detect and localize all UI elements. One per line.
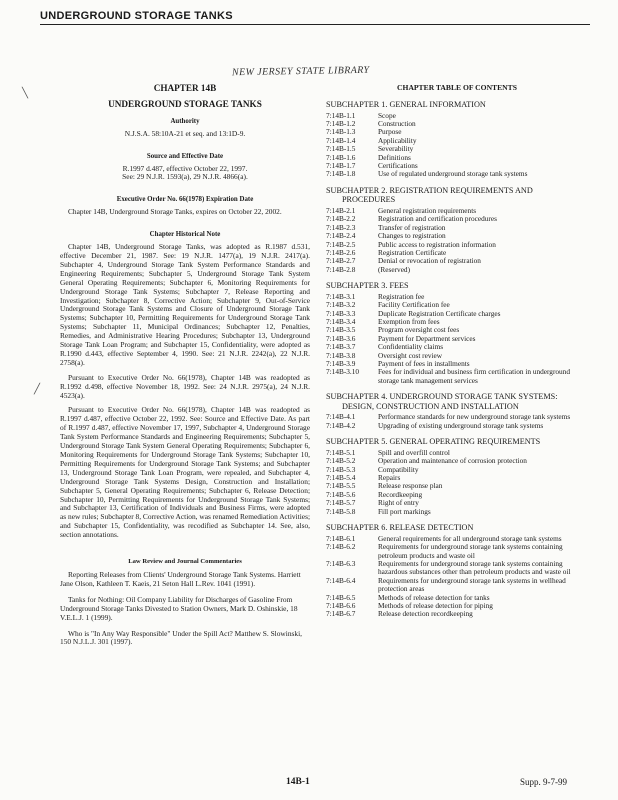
section-number: 7:14B-4.2 — [326, 420, 356, 430]
section-number: 7:14B-6.4 — [326, 575, 356, 585]
history-paragraph-3: Pursuant to Executive Order No. 66(1978), Chapter 14B was readopted as R.1997 d.487, effective October 22, 1992. See: Source and Effective Date. As part of R.1997 d.487, effective November 17, 1997, Subchapter 4, Underground Storage Tank System Performance Standards and Engineering Requirements; Subchapter 5, Underground Storage Tank System General Operating Requirements; Subchapter 6, Monitoring Requirements for Underground Storage Tank Systems; Subchapter 10, Permitting Requirements for Underground Storage Tank Systems; and Subchapter 13, Underground Storage Tank Loan Program, were repealed, and Subchapter 4, Underground Storage Tank Systems Design, Construction and Installation; Subchapter 5, General Operating Requirements; Subchapter 6, Release Detection; Subchapter 10, Permitting Requirements for Underground Storage Tank Systems; and Subchapter 13, Certification of Individuals and Business Firms, were adopted as new rules; Subchapter 8, Corrective Action, was renamed Remediation Activities; and Subchapter 15, Confidentiality, was recodified as Subchapter 14. See, also, section annotations. — [60, 405, 310, 540]
toc-entry — [326, 610, 588, 618]
margin-mark: ╲ — [22, 88, 29, 99]
section-title: Construction — [378, 118, 416, 128]
section-number: 7:14B-1.5 — [326, 144, 356, 154]
section-number: 7:14B-2.4 — [326, 231, 356, 241]
section-title: Payment for Department services — [378, 333, 476, 343]
eo-heading: Executive Order No. 66(1978) Expiration Date — [116, 196, 254, 204]
section-title: Denial or revocation of registration — [378, 256, 481, 266]
section-title: Registration and certification procedures — [378, 214, 497, 224]
library-stamp: NEW JERSEY STATE LIBRARY — [231, 64, 370, 79]
section-title: Applicability — [378, 135, 417, 145]
source-line-2: See: 29 N.J.R. 1593(a), 29 N.J.R. 4866(a). — [122, 172, 248, 182]
law-review-citation: Tanks for Nothing: Oil Company Liability for Discharges of Gasoline From Underground Storage Tanks Divested to Station Owners, Mark D. Oshinskie, 18 V.E.L.J. 1 (1999). — [60, 594, 298, 622]
section-number: 7:14B-3.10 — [326, 367, 360, 377]
section-number: 7:14B-3.6 — [326, 333, 356, 343]
toc-entry — [326, 560, 588, 577]
running-header: UNDERGROUND STORAGE TANKS — [40, 10, 590, 25]
section-title: Compatibility — [378, 464, 419, 474]
table-of-contents — [326, 84, 588, 619]
section-number: 7:14B-1.3 — [326, 127, 356, 137]
section-number: 7:14B-5.1 — [326, 447, 356, 457]
toc-entry — [326, 224, 588, 232]
section-number: 7:14B-3.2 — [326, 300, 356, 310]
section-title: Scope — [378, 110, 396, 120]
chapter-number: CHAPTER 14B — [153, 83, 217, 93]
section-title: Performance standards for new underground storage tank systems — [378, 412, 571, 422]
toc-entry — [326, 145, 588, 153]
section-title: Recordkeeping — [378, 489, 423, 499]
section-title: Confidentiality claims — [378, 342, 444, 352]
subchapter-heading: SUBCHAPTER 6. RELEASE DETECTION — [326, 523, 474, 533]
history-paragraph-2: Pursuant to Executive Order No. 66(1978), Chapter 14B was readopted as R.1992 d.498, effective November 18, 1992. See: 24 N.J.R. 2975(a), 24 N.J.R. 4523(a). — [60, 372, 310, 400]
section-number: 7:14B-2.2 — [326, 214, 356, 224]
page-number: 14B-1 — [286, 777, 310, 787]
section-title: Use of regulated underground storage tank systems — [378, 169, 528, 179]
toc-entry — [326, 128, 588, 136]
section-number: 7:14B-4.1 — [326, 412, 356, 422]
section-number: 7:14B-2.3 — [326, 222, 356, 232]
toc-body — [326, 100, 588, 619]
section-title: Certifications — [378, 160, 418, 170]
section-title: Spill and overfill control — [378, 447, 450, 457]
toc-entry — [326, 577, 588, 594]
section-title: Release response plan — [378, 481, 443, 491]
toc-entry — [326, 310, 588, 318]
section-number: 7:14B-6.2 — [326, 542, 356, 552]
toc-heading: CHAPTER TABLE OF CONTENTS — [397, 83, 517, 92]
toc-entry — [326, 112, 588, 120]
section-number: 7:14B-5.3 — [326, 464, 356, 474]
section-title: Program oversight cost fees — [378, 325, 460, 335]
section-number: 7:14B-3.1 — [326, 291, 356, 301]
section-title: Registration fee — [378, 291, 425, 301]
section-number: 7:14B-1.6 — [326, 152, 356, 162]
section-number: 7:14B-3.4 — [326, 317, 356, 326]
section-title: Release detection recordkeeping — [378, 609, 473, 619]
section-title: Methods of release detection for tanks — [378, 592, 490, 602]
section-title: Purpose — [378, 127, 402, 137]
section-number: 7:14B-6.1 — [326, 533, 356, 543]
section-title: Upgrading of existing underground storage tank systems — [378, 420, 544, 430]
supplement-date: Supp. 9-7-99 — [520, 777, 567, 787]
chapter-title: UNDERGROUND STORAGE TANKS — [108, 98, 262, 109]
section-number: 7:14B-5.8 — [326, 506, 356, 516]
section-number: 7:14B-2.8 — [326, 264, 356, 274]
section-number: 7:14B-6.6 — [326, 600, 356, 610]
section-title: Transfer of registration — [378, 222, 446, 232]
toc-entry — [326, 491, 588, 499]
toc-entry — [326, 466, 588, 474]
subchapter-heading: SUBCHAPTER 4. UNDERGROUND STORAGE TANK SYSTEMS: DESIGN, CONSTRUCTION AND INSTALLATION — [326, 392, 558, 411]
section-number: 7:14B-5.2 — [326, 456, 356, 466]
toc-entry — [326, 241, 588, 249]
toc-entry — [326, 170, 588, 178]
toc-entry — [326, 266, 588, 274]
section-title: Registration Certificate — [378, 247, 447, 257]
authority-heading: Authority — [170, 117, 200, 125]
toc-entry — [326, 422, 588, 430]
section-title: Public access to registration information — [378, 239, 496, 249]
section-number: 7:14B-5.7 — [326, 498, 356, 508]
section-number: 7:14B-6.5 — [326, 592, 356, 602]
section-number: 7:14B-5.4 — [326, 473, 356, 483]
left-column — [60, 84, 310, 654]
toc-entry — [326, 508, 588, 516]
history-paragraph-1: Chapter 14B, Underground Storage Tanks, was adopted as R.1987 d.531, effective December 21, 1987. See: 19 N.J.R. 1477(a), 19 N.J.R. 2417(a). Subchapter 4, Underground Storage Tank System Performance Standards and Engineering Requirements; Subchapter 5, Underground Storage Tank System General Operating Requirements; Subchapter 6, Monitoring Requirements for Underground Storage Tank Systems; Subchapter 7, Release Reporting and Investigation; Subchapter 8, Corrective Action; Subchapter 9, Out-of-Service Underground Storage Tank Systems and Closure of Underground Storage Tank Systems; Subchapter 10, Permitting Requirements for Underground Storage Tank Systems; Subchapter 11, Municipal Ordinances; Subchapter 12, Penalties, Remedies, and Administrative Hearing Procedures; Subchapter 13, Underground Storage Tank Loan Program; and Subchapter 15, Confidentiality, were adopted as R.1990 d.443, effective September 4, 1990. See: 21 N.J.R. 2242(a), 22 N.J.R. 2758(a). — [60, 242, 310, 367]
section-number: 7:14B-3.9 — [326, 359, 356, 369]
section-title: General requirements for all underground storage tank systems — [378, 533, 562, 543]
eo-text: Chapter 14B, Underground Storage Tanks, expires on October 22, 2002. — [68, 207, 282, 217]
law-review-heading: Law Review and Journal Commentaries — [128, 558, 242, 566]
margin-mark: ╱ — [34, 384, 41, 395]
section-number: 7:14B-1.7 — [326, 160, 356, 170]
section-number: 7:14B-3.7 — [326, 342, 356, 352]
section-title: Right of entry — [378, 498, 419, 508]
section-title: General registration requirements — [378, 205, 477, 215]
law-review-citation: Who is "In Any Way Responsible" Under the Spill Act? Matthew S. Slowinski, 150 N.J.L.J. 301 (1997). — [60, 628, 302, 647]
toc-entry — [326, 499, 588, 507]
section-number: 7:14B-1.1 — [326, 110, 356, 120]
source-line-1: R.1997 d.487, effective October 22, 1997. — [122, 163, 248, 173]
toc-entry — [326, 368, 588, 385]
section-number: 7:14B-3.5 — [326, 325, 356, 335]
section-number: 7:14B-2.1 — [326, 205, 356, 215]
subchapter-heading: SUBCHAPTER 3. FEES — [326, 281, 409, 291]
section-title: Severability — [378, 144, 414, 154]
section-title: Requirements for underground storage tank systems in wellhead protection areas — [378, 575, 566, 594]
section-title: Fill port markings — [378, 506, 431, 516]
section-title: Requirements for underground storage tank systems containing petroleum products and waste oil — [378, 542, 563, 560]
section-title: Facility Certification fee — [378, 300, 450, 310]
toc-entry — [326, 543, 588, 560]
section-title: Oversight cost review — [378, 350, 443, 360]
section-title: (Reserved) — [378, 264, 411, 274]
toc-entry — [326, 293, 588, 301]
section-number: 7:14B-3.3 — [326, 308, 356, 318]
subchapter-heading: SUBCHAPTER 2. REGISTRATION REQUIREMENTS AND PROCEDURES — [326, 185, 533, 205]
section-number: 7:14B-2.7 — [326, 256, 356, 266]
section-number: 7:14B-1.4 — [326, 135, 356, 145]
section-title: Changes to registration — [378, 231, 446, 241]
section-number: 7:14B-1.8 — [326, 169, 356, 179]
toc-entry — [326, 482, 588, 490]
toc-entry — [326, 257, 588, 265]
law-review-citation: Reporting Releases from Clients' Underground Storage Tank Systems. Harriett Jane Olson, Kathleen T. Kaeis, 21 Seton Hall L.Rev. 1041 (1991). — [60, 569, 301, 588]
section-title: Payment of fees in installments — [378, 359, 470, 369]
toc-entry — [326, 120, 588, 128]
section-number: 7:14B-2.5 — [326, 239, 356, 249]
authority-text: N.J.S.A. 58:10A-21 et seq. and 13:1D-9. — [124, 128, 246, 138]
section-title: Methods of release detection for piping — [378, 600, 493, 610]
toc-entry — [326, 474, 588, 482]
subchapter-heading: SUBCHAPTER 5. GENERAL OPERATING REQUIREMENTS — [326, 437, 541, 447]
toc-entry — [326, 154, 588, 162]
toc-entry — [326, 215, 588, 223]
section-title: Requirements for underground storage tank systems containing hazardous substances other than petroleum products and waste oil — [378, 558, 571, 577]
section-title: Definitions — [378, 152, 411, 162]
toc-entry — [326, 343, 588, 351]
section-title: Fees for individual and business firm certification in underground storage tank management services — [378, 367, 570, 385]
section-number: 7:14B-5.5 — [326, 481, 356, 491]
section-title: Exemption from fees — [378, 317, 440, 326]
section-title: Repairs — [378, 473, 401, 483]
section-number: 7:14B-6.7 — [326, 609, 356, 619]
section-number: 7:14B-5.6 — [326, 489, 356, 499]
section-title: Duplicate Registration Certificate charges — [378, 308, 501, 318]
subchapter-heading: SUBCHAPTER 1. GENERAL INFORMATION — [326, 99, 486, 109]
toc-entry — [326, 457, 588, 465]
section-number: 7:14B-3.8 — [326, 350, 356, 360]
toc-entry — [326, 137, 588, 145]
section-number: 7:14B-1.2 — [326, 118, 356, 128]
toc-entry — [326, 335, 588, 343]
source-heading: Source and Effective Date — [146, 152, 224, 160]
section-number: 7:14B-2.6 — [326, 247, 356, 257]
history-heading: Chapter Historical Note — [149, 231, 221, 239]
section-title: Operation and maintenance of corrosion protection — [378, 456, 527, 466]
section-number: 7:14B-6.3 — [326, 558, 356, 568]
